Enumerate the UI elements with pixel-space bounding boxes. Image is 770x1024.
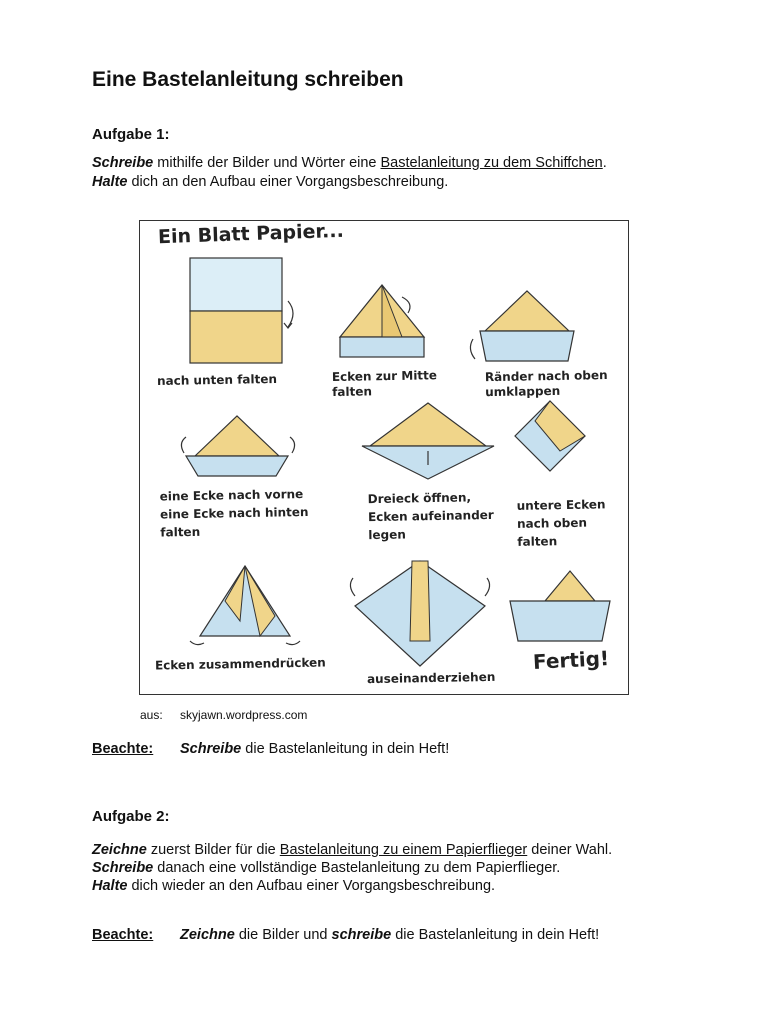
- step8-pull-apart-drawing: [350, 561, 489, 666]
- task2-line3-text: dich wieder an den Aufbau einer Vorgangsbeschreibung.: [127, 878, 496, 894]
- boat-folding-figure: [139, 220, 629, 695]
- task1-verb-halte: Halte: [92, 174, 128, 190]
- task2-line2: [92, 859, 560, 878]
- step3-label: Ränder nach oben umklappen: [484, 368, 608, 400]
- task2-line2-text: danach eine vollständige Bastelanleitung zu dem Papierflieger.: [153, 860, 561, 876]
- note2-mid: die Bilder und: [234, 927, 332, 943]
- note2: [92, 926, 153, 945]
- step7-label: Ecken zusammendrücken: [154, 655, 326, 673]
- task1-verb-schreibe: Schreibe: [92, 155, 154, 171]
- note1-text: die Bastelanleitung in dein Heft!: [241, 741, 450, 757]
- task2-line1: [92, 841, 612, 860]
- step1-label: nach unten falten: [156, 371, 278, 389]
- step1-sheet-drawing: [190, 258, 293, 363]
- step5-label: Dreieck öffnen, Ecken aufeinander legen: [367, 490, 494, 543]
- task2-line3: [92, 877, 495, 896]
- task1-line2-text: dich an den Aufbau einer Vorgangsbeschreibung.: [127, 174, 449, 190]
- task2-underlined-goal: Bastelanleitung zu einem Papierflieger: [279, 842, 528, 858]
- step2-label: Ecken zur Mitte falten: [331, 368, 438, 400]
- task1-line1-end: .: [602, 155, 607, 171]
- task2-line1-text: zuerst Bilder für die: [146, 842, 280, 858]
- source-label: aus:: [140, 708, 163, 722]
- note1-text-line: [180, 740, 449, 759]
- note2-verb-schreibe: schreibe: [331, 927, 392, 943]
- figure-title: Ein Blatt Papier...: [157, 219, 345, 249]
- step7-press-corners-drawing: [190, 566, 300, 645]
- step6-diamond-drawing: [515, 401, 585, 471]
- source-value: skyjawn.wordpress.com: [180, 708, 308, 722]
- task2-line1-end: deiner Wahl.: [527, 842, 613, 858]
- note2-text-line: [180, 926, 599, 945]
- step9-label: Fertig!: [532, 646, 610, 674]
- task1-line1-text: mithilfe der Bilder und Wörter eine: [153, 155, 381, 171]
- task1-heading: Aufgabe 1:: [92, 126, 170, 143]
- step9-finished-boat-drawing: [510, 571, 610, 641]
- step4-label: eine Ecke nach vorne eine Ecke nach hinten falten: [159, 487, 309, 540]
- note2-verb-zeichne: Zeichne: [180, 927, 235, 943]
- note1-label: Beachte:: [92, 741, 154, 757]
- task2-verb-zeichne: Zeichne: [92, 842, 147, 858]
- note2-text: die Bastelanleitung in dein Heft!: [391, 927, 600, 943]
- step4-hat-drawing: [181, 416, 294, 476]
- task2-verb-halte: Halte: [92, 878, 128, 894]
- step8-label: auseinanderziehen: [366, 669, 496, 687]
- task2-verb-schreibe: Schreibe: [92, 860, 154, 876]
- note2-label: Beachte:: [92, 927, 154, 943]
- task1-line2: [92, 173, 448, 192]
- task2-heading: Aufgabe 2:: [92, 808, 170, 825]
- note1-verb: Schreibe: [180, 741, 242, 757]
- page-title: Eine Bastelanleitung schreiben: [92, 68, 404, 91]
- step2-triangle-drawing: [340, 285, 424, 357]
- step5-open-triangle-drawing: [362, 403, 494, 479]
- task1-underlined-goal: Bastelanleitung zu dem Schiffchen: [380, 155, 603, 171]
- folding-illustrations: [140, 221, 627, 693]
- step3-hat-drawing: [470, 291, 574, 361]
- step6-label: untere Ecken nach oben falten: [516, 497, 606, 549]
- note1: [92, 740, 153, 759]
- task1-line1: [92, 154, 607, 173]
